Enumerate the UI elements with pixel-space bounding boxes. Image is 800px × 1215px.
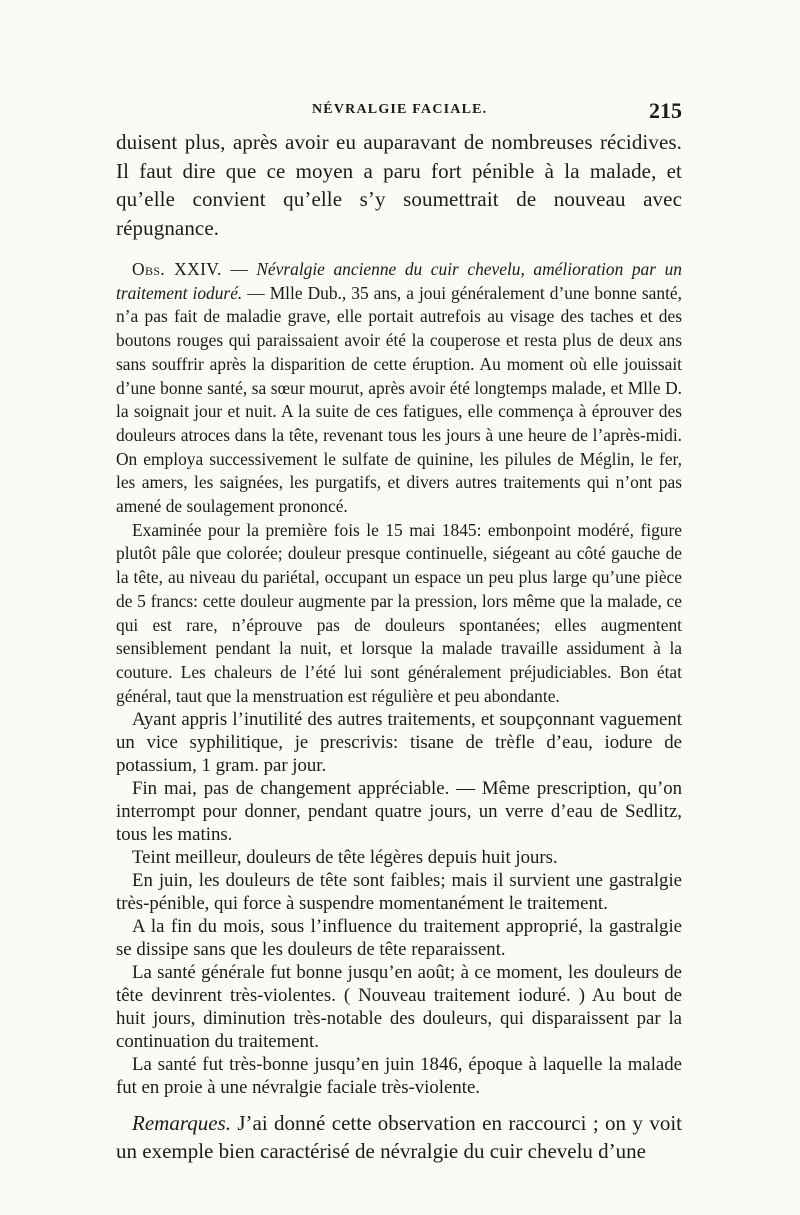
treatment-paragraph: Fin mai, pas de changement appréciable. — Même prescription, qu’on interrompt pour donner, pendant quatre jours, un verre d’eau de Sedlitz, tous les matins. xyxy=(116,778,682,846)
treatment-paragraph: Ayant appris l’inutilité des autres traitements, et soupçonnant vaguement un vice syphilitique, je prescrivis: tisane de trèfle d’eau, iodure de potassium, 1 gram. par jour. xyxy=(116,709,682,777)
examination-paragraph: Examinée pour la première fois le 15 mai 1845: embonpoint modéré, figure plutôt pâle que colorée; douleur presque continuelle, siégeant au côté gauche de la tête, au niveau du pariétal, occupant un espace un peu plus large qu’une pièce de 5 francs: cette douleur augmente par la pression, lors même que la malade, ce qui est rare, n’éprouve pas de douleurs spontanées; elles augmentent sensiblement pendant la nuit, et lorsque la malade travaille assidument à la couture. Les chaleurs de l’été lui sont généralement préjudiciables. Bon état général, taut que la menstruation est régulière et peu abondante. xyxy=(116,519,682,706)
observation-text: — Mlle Dub., 35 ans, a joui généralement d’une bonne santé, n’a pas fait de maladie grave, elle portait autrefois au visage des taches et des boutons rouges qui paraissaient avoir été la couperose et resta plus de deux ans sans souffrir après la disparition de cette éruption. Au moment où elle jouissait d’une bonne santé, sa sœur mourut, après avoir été longtemps malade, et Mlle D. la soignait jour et nuit. A la suite de ces fatigues, elle commença à éprouver des douleurs atroces dans la tête, revenant tous les jours à une heure de l’après-midi. On employa successivement le sulfate de quinine, les pilules de Méglin, le fer, les amers, les saignées, les purgatifs, et divers autres traitements qui n’ont pas amené de soulagement prononcé. xyxy=(116,282,682,517)
treatment-paragraph: Teint meilleur, douleurs de tête légères depuis huit jours. xyxy=(132,847,558,869)
page-number: 215 xyxy=(649,98,682,123)
remarks-text: J’ai donné cette observation en raccourci ; on y voit un exemple bien caractérisé de névralgie du cuir chevelu d’une xyxy=(116,1111,682,1164)
treatment-paragraph: En juin, les douleurs de tête sont faibles; mais il survient une gastralgie très-pénible, qui force à suspendre momentanément le traitement. xyxy=(116,870,682,915)
observation-paragraph xyxy=(116,258,682,519)
running-title: NÉVRALGIE FACIALE. xyxy=(312,102,488,117)
treatment-paragraph: La santé générale fut bonne jusqu’en août; à ce moment, les douleurs de tête devinrent très-violentes. ( Nouveau traitement ioduré. ) Au bout de huit jours, diminution très-notable des douleurs, qui disparaissent par la continuation du traitement. xyxy=(116,962,682,1053)
page-body xyxy=(116,128,682,1165)
observation-title: Névralgie ancienne du cuir chevelu, amélioration par un traitement ioduré. xyxy=(116,259,682,303)
remarks-paragraph xyxy=(116,1109,682,1165)
intro-paragraph: duisent plus, après avoir eu auparavant de nombreuses récidives. Il faut dire que ce moyen a paru fort pénible à la malade, et qu’elle convient qu’elle s’y soumettrait de nouveau avec répugnance. xyxy=(116,130,682,240)
remarks-label: Remarques. xyxy=(132,1111,231,1136)
observation-label: Obs. XXIV. xyxy=(132,259,222,279)
page-header xyxy=(116,100,682,126)
observation-dash: — xyxy=(221,259,257,279)
treatment-paragraph: A la fin du mois, sous l’influence du traitement approprié, la gastralgie se dissipe sans que les douleurs de tête reparaissent. xyxy=(116,916,682,961)
treatment-paragraph: La santé fut très-bonne jusqu’en juin 1846, époque à laquelle la malade fut en proie à une névralgie faciale très-violente. xyxy=(116,1054,682,1099)
